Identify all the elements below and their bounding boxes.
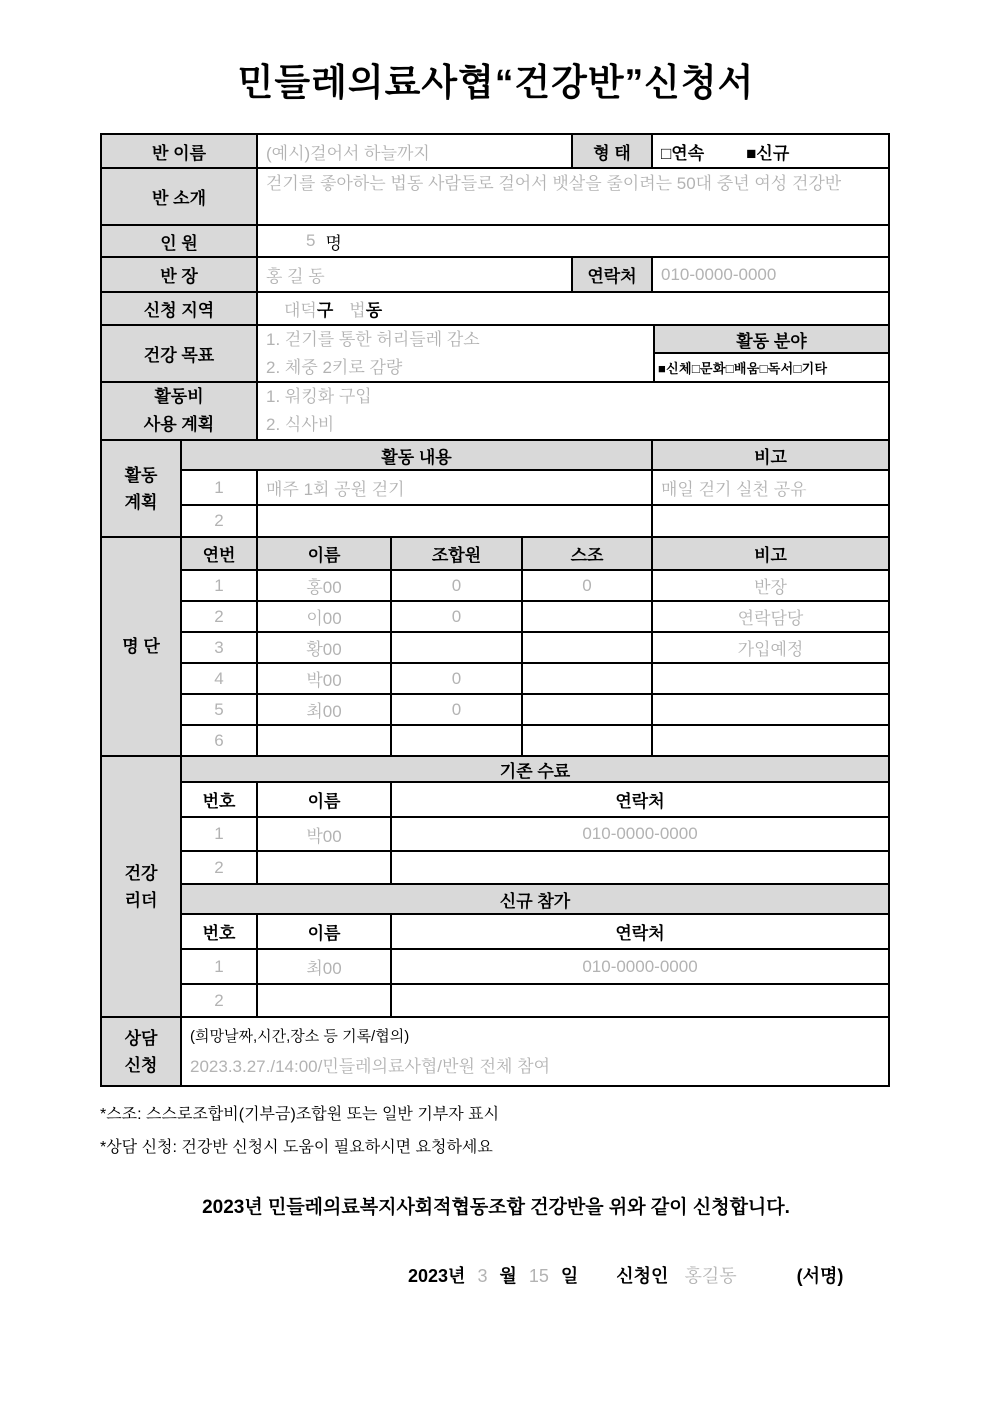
leader-contact-label: 연락처: [573, 258, 653, 293]
region-value: [258, 293, 888, 326]
roster-header-row: [182, 538, 888, 571]
newjoin-header-no: 번호: [182, 915, 258, 950]
roster-label: [102, 538, 182, 757]
roster-r2-name: 이00: [258, 602, 392, 633]
activity-plan-label: [102, 441, 182, 538]
section-roster: [102, 538, 888, 757]
activity-plan-header-row: [182, 441, 888, 471]
health-leader-body: [182, 757, 888, 1018]
roster-r1-sjo: 0: [523, 571, 653, 602]
roster-header-note: 비고: [653, 538, 888, 571]
sig-sign-label: (서명): [796, 1266, 844, 1286]
roster-r5-note: [653, 695, 888, 726]
roster-r6-name: [258, 726, 392, 757]
sig-applicant-label: 신청인: [616, 1266, 669, 1286]
roster-r5-no: 5: [182, 695, 258, 726]
class-name-value: (예시)걸어서 하늘까지: [258, 135, 573, 169]
sig-day-label: 일: [560, 1266, 579, 1286]
roster-r2-note: 연락담당: [653, 602, 888, 633]
roster-header-member: 조합원: [392, 538, 523, 571]
application-form-table: [100, 133, 890, 1087]
roster-r5-member: 0: [392, 695, 523, 726]
roster-r1-name: 홍00: [258, 571, 392, 602]
roster-r3-member: [392, 633, 523, 664]
consult-hint: (희망날짜,시간,장소 등 기록/협의): [190, 1027, 410, 1045]
consult-value-cell: [182, 1018, 888, 1085]
region-town-suffix: 동: [365, 301, 383, 320]
class-intro-label: 반 소개: [102, 169, 258, 226]
existing-row: [182, 818, 888, 852]
roster-r3-note: 가입예정: [653, 633, 888, 664]
roster-r3-name: 황00: [258, 633, 392, 664]
roster-r4-note: [653, 664, 888, 695]
row-class-intro: [102, 169, 888, 226]
sig-day-value: 15: [528, 1266, 549, 1286]
health-goal-line2: 2. 체중 2키로 감량: [266, 357, 403, 377]
activity-plan-row: [182, 506, 888, 538]
budget-plan-line2: 2. 식사비: [266, 415, 335, 434]
roster-r6-note: [653, 726, 888, 757]
roster-row: [182, 726, 888, 757]
newjoin-header-row: [182, 915, 888, 950]
newjoin-r2-no: 2: [182, 985, 258, 1018]
existing-header-name: 이름: [258, 783, 392, 818]
budget-plan-value: [258, 383, 888, 441]
roster-r6-no: 6: [182, 726, 258, 757]
roster-r1-member: 0: [392, 571, 523, 602]
class-intro-value: 걷기를 좋아하는 법동 사람들로 걸어서 뱃살을 줄이려는 50대 중년 여성 건강반: [258, 169, 888, 226]
roster-r1-no: 1: [182, 571, 258, 602]
roster-row: [182, 571, 888, 602]
roster-r1-note: 반장: [653, 571, 888, 602]
form-type-label: 형 태: [573, 135, 653, 169]
activity-plan-label-line2: 계획: [124, 492, 158, 512]
existing-r2-name: [258, 852, 392, 885]
plan-row1-no: 1: [182, 471, 258, 506]
row-region: [102, 293, 888, 326]
health-goal-value: [258, 326, 655, 383]
existing-r2-phone: [392, 852, 888, 885]
plan-row2-no: 2: [182, 506, 258, 538]
health-leader-label-line1: 건강: [124, 863, 158, 883]
newjoin-title: 신규 참가: [182, 885, 888, 915]
newjoin-title-row: [182, 885, 888, 915]
activity-plan-row: [182, 471, 888, 506]
section-activity-plan: [102, 441, 888, 538]
newjoin-r2-name: [258, 985, 392, 1018]
consult-label-line1: 상담: [124, 1028, 158, 1048]
plan-row2-content: [258, 506, 653, 538]
activity-plan-label-line1: 활동: [124, 465, 158, 485]
existing-header-row: [182, 783, 888, 818]
existing-title: 기존 수료: [182, 757, 888, 783]
region-label: 신청 지역: [102, 293, 258, 326]
roster-body: [182, 538, 888, 757]
row-class-leader: [102, 258, 888, 293]
roster-r5-name: 최00: [258, 695, 392, 726]
region-district-value: 대덕: [284, 301, 317, 320]
health-goal-label: 건강 목표: [102, 326, 258, 383]
activity-plan-body: [182, 441, 888, 538]
footnote-consult: *상담 신청: 건강반 신청시 도움이 필요하시면 요청하세요: [100, 1139, 493, 1156]
existing-r2-no: 2: [182, 852, 258, 885]
consult-value: 2023.3.27./14:00/민들레의료사협/반원 전체 참여: [190, 1056, 550, 1076]
budget-plan-label: [102, 383, 258, 441]
existing-r1-no: 1: [182, 818, 258, 852]
health-leader-label-line2: 리더: [124, 890, 158, 910]
roster-r4-member: 0: [392, 664, 523, 695]
roster-header-name: 이름: [258, 538, 392, 571]
sig-applicant-name: 홍길동: [684, 1266, 737, 1286]
form-title: 민들레의료사협“건강반”신청서: [237, 62, 755, 103]
form-type-option-continue: □연속: [661, 143, 705, 163]
class-name-label: 반 이름: [102, 135, 258, 169]
roster-r6-member: [392, 726, 523, 757]
activity-field-header: 활동 분야: [655, 326, 888, 354]
roster-r4-no: 4: [182, 664, 258, 695]
form-type-option-new: ■신규: [746, 143, 790, 163]
health-goal-line1: 1. 걷기를 통한 허리들레 감소: [266, 329, 480, 349]
existing-r1-name: 박00: [258, 818, 392, 852]
region-town-value: 법: [349, 301, 366, 320]
sig-month-label: 월: [499, 1266, 517, 1286]
existing-header-phone: 연락처: [392, 783, 888, 818]
region-district-suffix: 구: [316, 301, 334, 320]
roster-r2-no: 2: [182, 602, 258, 633]
member-count-label: 인 원: [102, 226, 258, 258]
activity-field-box: [655, 326, 888, 383]
roster-row: [182, 633, 888, 664]
activity-plan-content-header: 활동 내용: [182, 441, 653, 471]
roster-header-no: 연번: [182, 538, 258, 571]
application-statement: 2023년 민들레의료복지사회적협동조합 건강반을 위와 같이 신청합니다.: [202, 1197, 790, 1218]
footnote-sjo: *스조: 스스로조합비(기부금)조합원 또는 일반 기부자 표시: [100, 1106, 500, 1123]
signature-line: [408, 1262, 843, 1288]
member-count-value: [258, 226, 888, 258]
health-leader-label: [102, 757, 182, 1018]
roster-row: [182, 695, 888, 726]
roster-r6-sjo: [523, 726, 653, 757]
roster-row: [182, 602, 888, 633]
leader-contact-value: 010-0000-0000: [653, 258, 888, 293]
member-count-number: 5: [306, 231, 316, 250]
row-health-goal: [102, 326, 888, 383]
activity-plan-note-header: 비고: [653, 441, 888, 471]
section-consult: [102, 1018, 888, 1085]
existing-row: [182, 852, 888, 885]
roster-r3-sjo: [523, 633, 653, 664]
row-class-name: [102, 135, 888, 169]
plan-row1-note: 매일 걷기 실천 공유: [653, 471, 888, 506]
form-type-value: [653, 135, 888, 169]
existing-title-row: [182, 757, 888, 783]
class-leader-label: 반 장: [102, 258, 258, 293]
plan-row2-note: [653, 506, 888, 538]
row-member-count: [102, 226, 888, 258]
roster-r3-no: 3: [182, 633, 258, 664]
budget-plan-label-line1: 활동비: [154, 387, 204, 406]
class-leader-value: 홍 길 동: [258, 258, 573, 293]
newjoin-r1-phone: 010-0000-0000: [392, 950, 888, 985]
section-health-leader: [102, 757, 888, 1018]
roster-r2-member: 0: [392, 602, 523, 633]
newjoin-r2-phone: [392, 985, 888, 1018]
roster-r4-name: 박00: [258, 664, 392, 695]
budget-plan-label-line2: 사용 계획: [143, 415, 215, 434]
roster-row: [182, 664, 888, 695]
roster-r5-sjo: [523, 695, 653, 726]
newjoin-r1-no: 1: [182, 950, 258, 985]
sig-year: 2023년: [408, 1266, 466, 1286]
existing-r1-phone: 010-0000-0000: [392, 818, 888, 852]
activity-field-options: ■신체□문화□배움□독서□기타: [655, 354, 888, 383]
roster-header-sjo: 스조: [523, 538, 653, 571]
row-budget-plan: [102, 383, 888, 441]
budget-plan-line1: 1. 워킹화 구입: [266, 387, 372, 406]
consult-label-line2: 신청: [124, 1055, 158, 1075]
sig-month-value: 3: [477, 1266, 488, 1286]
newjoin-header-name: 이름: [258, 915, 392, 950]
newjoin-header-phone: 연락처: [392, 915, 888, 950]
roster-label-text: 명 단: [122, 637, 160, 656]
member-count-unit: 명: [325, 233, 342, 253]
plan-row1-content: 매주 1회 공원 걷기: [258, 471, 653, 506]
newjoin-r1-name: 최00: [258, 950, 392, 985]
newjoin-row: [182, 985, 888, 1018]
roster-r4-sjo: [523, 664, 653, 695]
consult-label: [102, 1018, 182, 1085]
newjoin-row: [182, 950, 888, 985]
existing-header-no: 번호: [182, 783, 258, 818]
roster-r2-sjo: [523, 602, 653, 633]
